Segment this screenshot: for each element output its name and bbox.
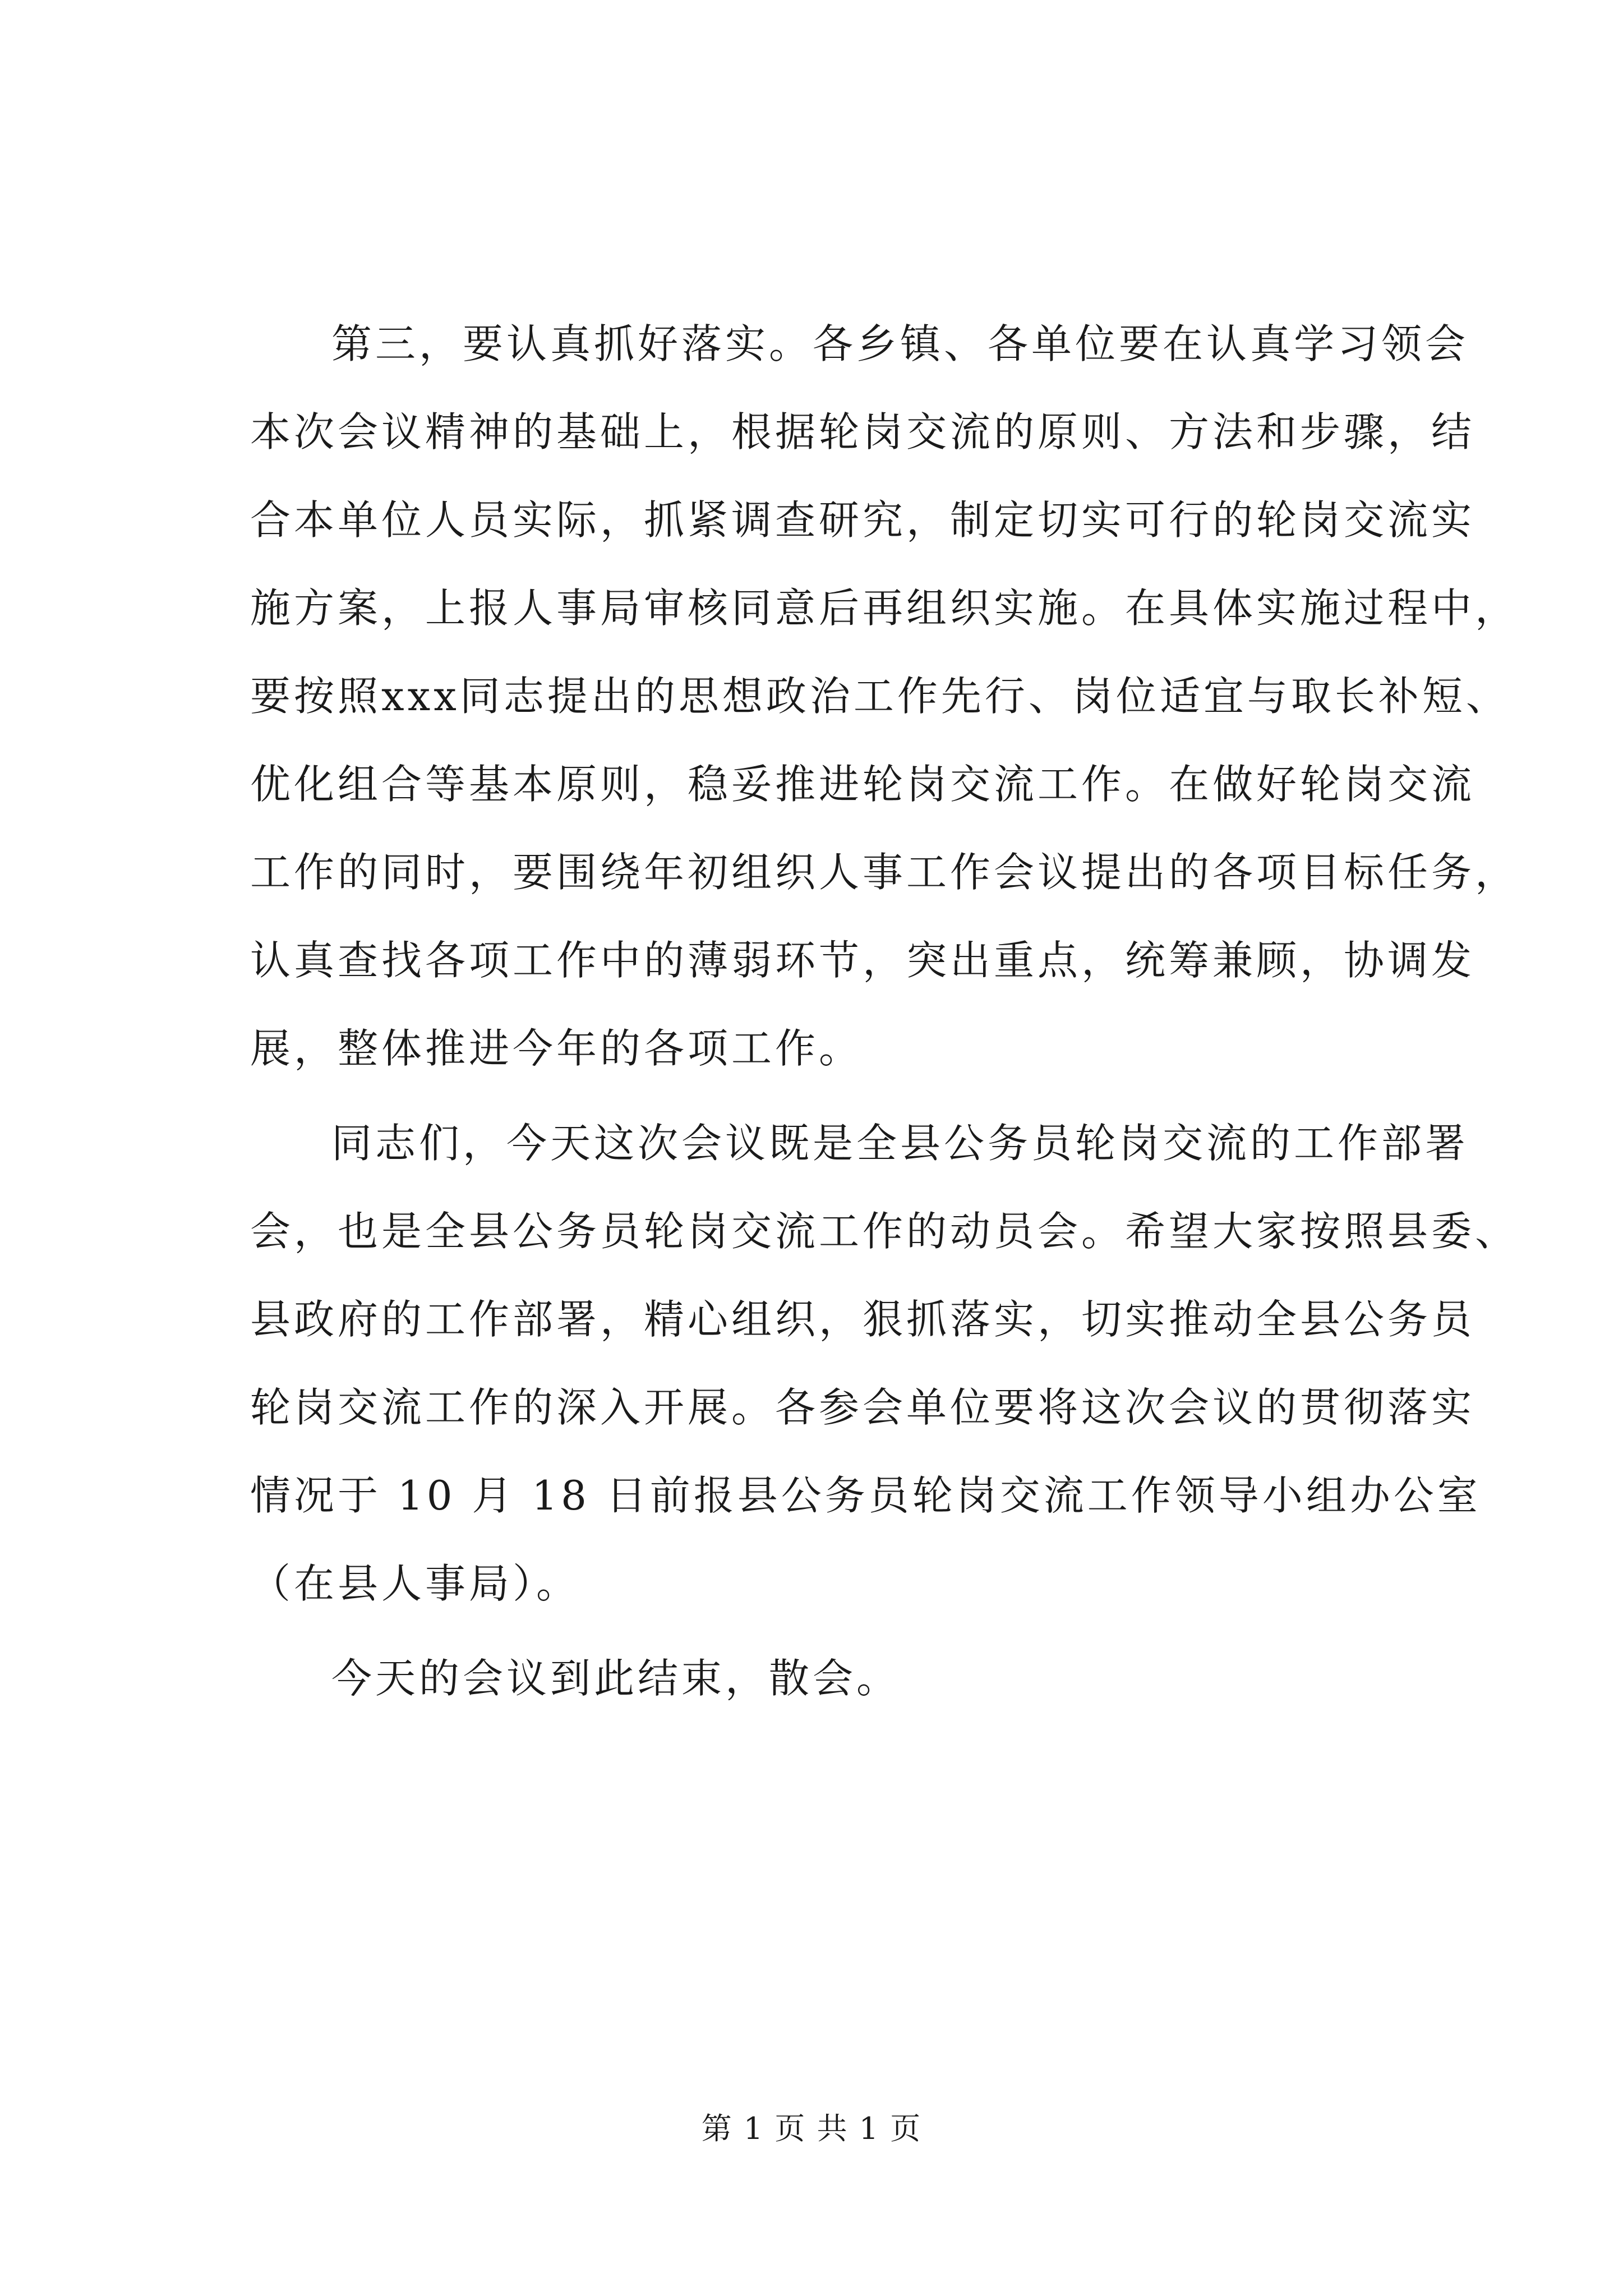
paragraph-line: （在县人事局）。 [250, 1560, 580, 1607]
paragraph-line: 认真查找各项工作中的薄弱环节，突出重点，统筹兼顾，协调发 [250, 937, 1476, 984]
page-number-label: 第 1 页 共 1 页 [701, 2111, 922, 2146]
paragraph-line: 工作的同时，要围绕年初组织人事工作会议提出的各项目标任务， [250, 849, 1519, 896]
paragraph-line: 轮岗交流工作的深入开展。各参会单位要将这次会议的贯彻落实 [250, 1384, 1476, 1431]
paragraph-line: 合本单位人员实际，抓紧调查研究，制定切实可行的轮岗交流实 [250, 496, 1476, 544]
paragraph-line: 本次会议精神的基础上，根据轮岗交流的原则、方法和步骤，结 [250, 408, 1476, 455]
paragraph-line: 今天的会议到此结束，散会。 [331, 1655, 901, 1702]
paragraph-line: 施方案，上报人事局审核同意后再组织实施。在具体实施过程中， [250, 585, 1519, 632]
page-footer [0, 2109, 1623, 2148]
paragraph-line: 情况于 10 月 18 日前报县公务员轮岗交流工作领导小组办公室 [250, 1472, 1481, 1519]
paragraph-line: 县政府的工作部署，精心组织，狠抓落实，切实推动全县公务员 [250, 1296, 1476, 1343]
document-body [250, 300, 1519, 1723]
paragraph-adjournment [250, 1635, 1377, 1723]
paragraph-implementation [250, 300, 1519, 1093]
paragraph-closing-remarks [250, 1099, 1519, 1628]
paragraph-line: 第三，要认真抓好落实。各乡镇、各单位要在认真学习领会 [331, 320, 1469, 367]
paragraph-line: 优化组合等基本原则，稳妥推进轮岗交流工作。在做好轮岗交流 [250, 761, 1476, 808]
paragraph-line: 同志们，今天这次会议既是全县公务员轮岗交流的工作部署 [331, 1120, 1469, 1167]
paragraph-line: 展，整体推进今年的各项工作。 [250, 1025, 863, 1072]
paragraph-line: 要按照xxx同志提出的思想政治工作先行、岗位适宜与取长补短、 [250, 673, 1510, 720]
paragraph-line: 会，也是全县公务员轮岗交流工作的动员会。希望大家按照县委、 [250, 1208, 1519, 1255]
